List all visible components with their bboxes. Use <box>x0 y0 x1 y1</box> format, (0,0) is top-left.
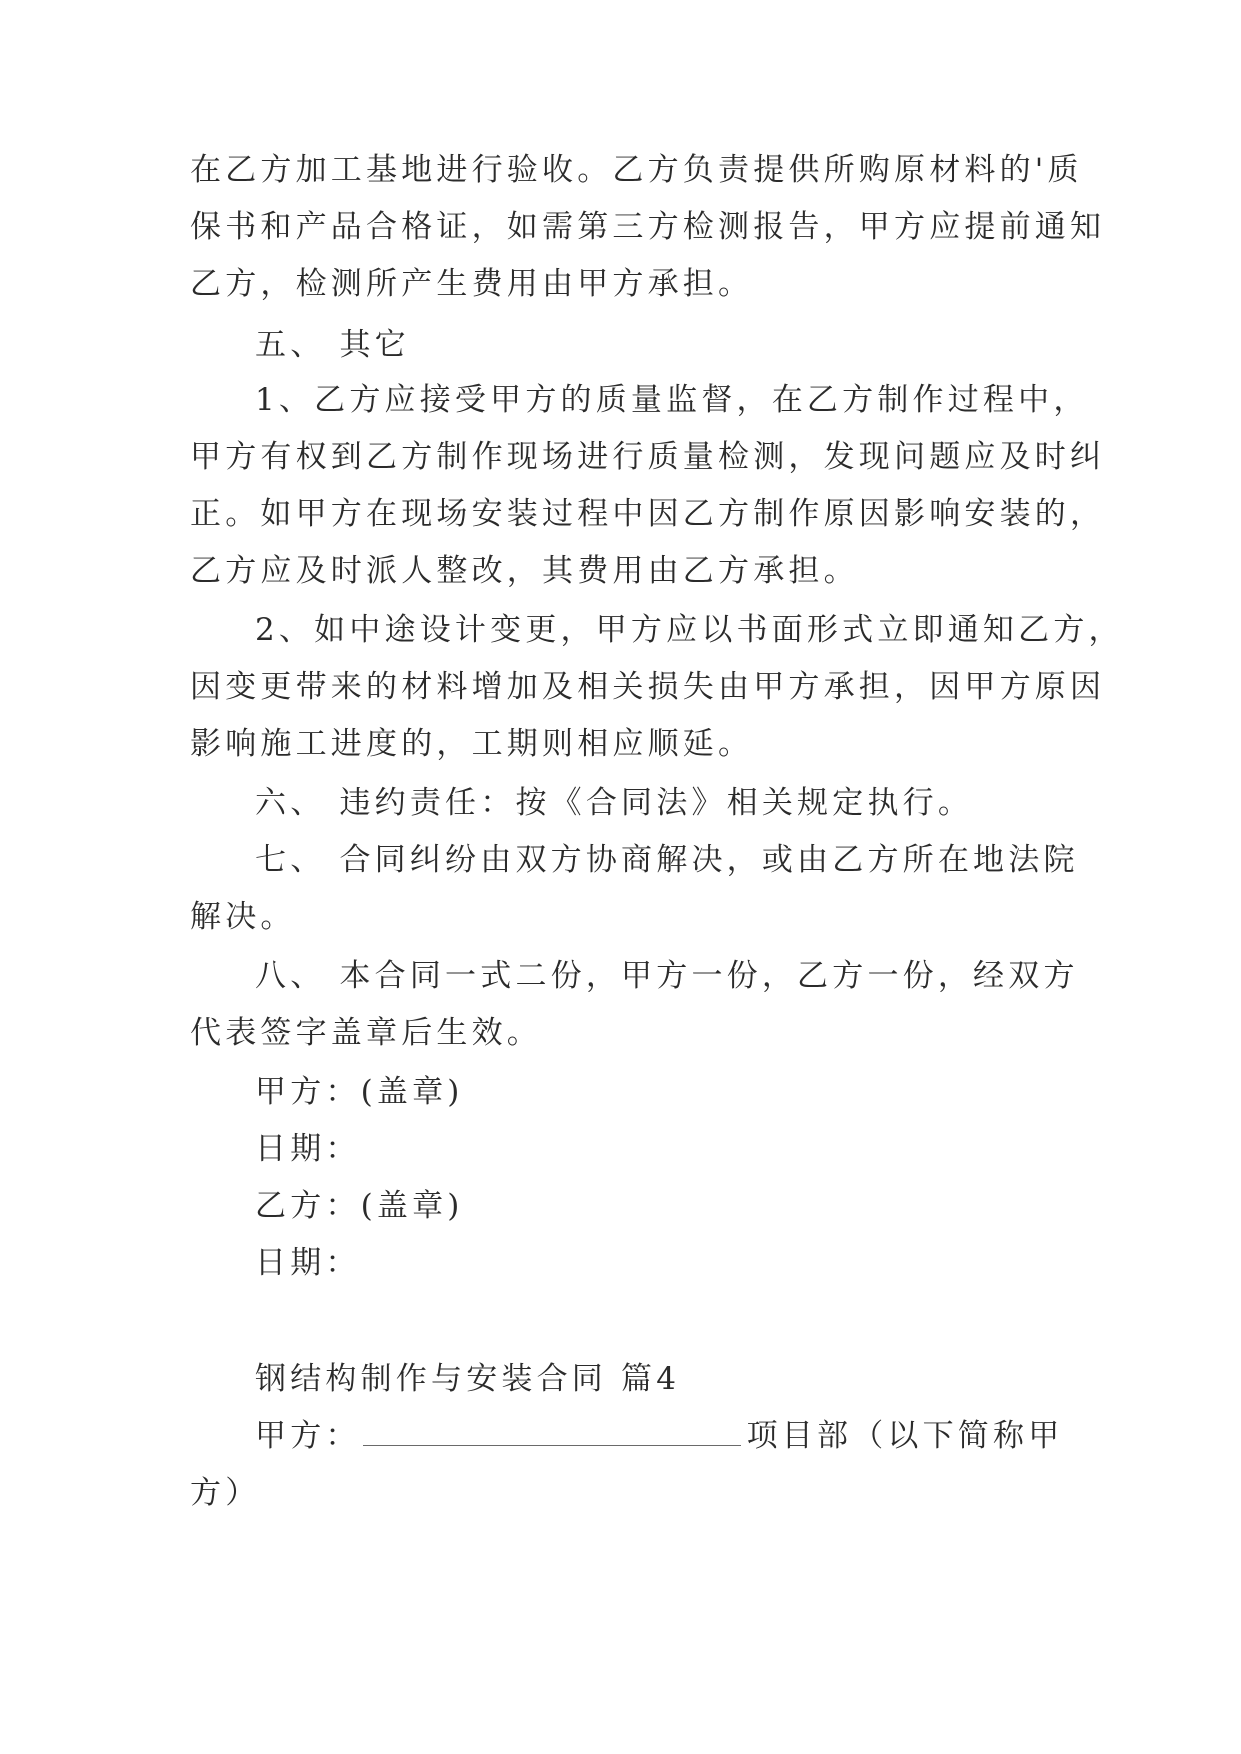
paragraph-line: 乙方应及时派人整改，其费用由乙方承担。 <box>190 553 859 589</box>
contract-heading: 钢结构制作与安装合同 篇4 <box>255 1361 681 1397</box>
paragraph-line: 1、乙方应接受甲方的质量监督，在乙方制作过程中， <box>255 382 1089 418</box>
paragraph-line: 保书和产品合格证，如需第三方检测报告，甲方应提前通知 <box>190 209 1106 245</box>
paragraph-line: 2、如中途设计变更，甲方应以书面形式立即通知乙方， <box>255 612 1124 648</box>
signature-party-a: 甲方：(盖章) <box>255 1074 464 1110</box>
section-heading: 八、 本合同一式二份，甲方一份，乙方一份，经双方 <box>255 958 1079 994</box>
paragraph-line: 在乙方加工基地进行验收。乙方负责提供所购原材料的'质 <box>190 152 1083 188</box>
paragraph-line: 代表签字盖章后生效。 <box>190 1015 542 1051</box>
signature-party-b: 乙方：(盖章) <box>255 1188 464 1224</box>
fill-in-blank <box>363 1417 741 1446</box>
section-heading: 六、 违约责任：按《合同法》相关规定执行。 <box>255 785 974 821</box>
party-a-label: 甲方： <box>255 1418 361 1454</box>
paragraph-line: 正。如甲方在现场安装过程中因乙方制作原因影响安装的， <box>190 496 1106 532</box>
paragraph-line: 因变更带来的材料增加及相关损失由甲方承担，因甲方原因 <box>190 669 1106 705</box>
paragraph-line: 影响施工进度的，工期则相应顺延。 <box>190 726 754 762</box>
signature-date-b: 日期： <box>255 1245 361 1281</box>
party-a-suffix: 项目部（以下简称甲 <box>746 1418 1064 1454</box>
paragraph-line: 乙方，检测所产生费用由甲方承担。 <box>190 266 754 302</box>
paragraph-line: 甲方有权到乙方制作现场进行质量检测，发现问题应及时纠 <box>190 439 1106 475</box>
section-heading: 七、 合同纠纷由双方协商解决，或由乙方所在地法院 <box>255 842 1079 878</box>
section-heading: 五、 其它 <box>255 327 410 363</box>
paragraph-line: 方） <box>190 1475 261 1511</box>
paragraph-line: 解决。 <box>190 899 296 935</box>
party-a-line <box>255 1416 1063 1456</box>
signature-date-a: 日期： <box>255 1131 361 1167</box>
